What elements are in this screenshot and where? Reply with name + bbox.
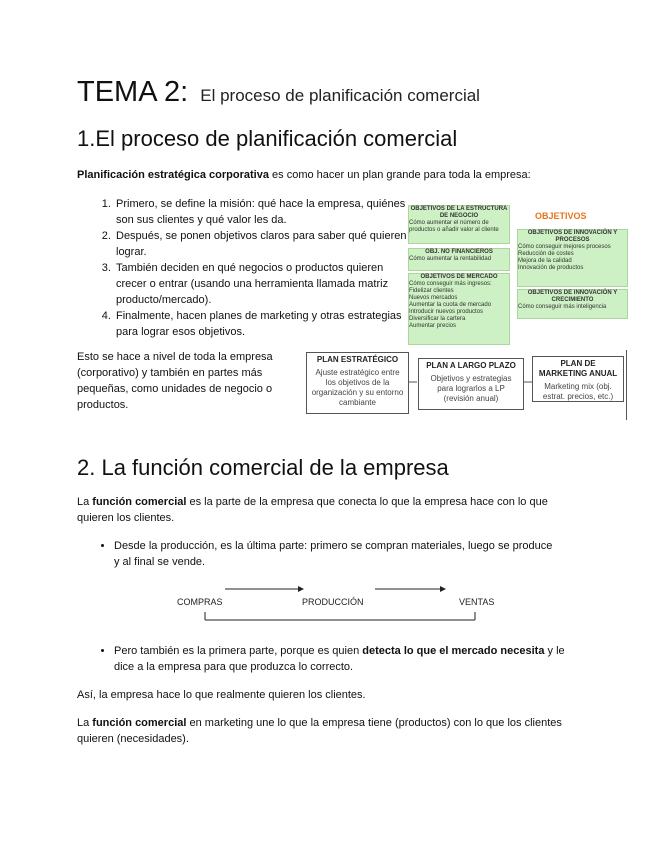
plan-marketing-box [532, 356, 624, 402]
para2-bold: función comercial [92, 717, 187, 729]
bullet2-bold: detecta lo que el mercado necesita [362, 645, 545, 657]
section1-intro [77, 167, 577, 183]
list-item: 3. También deciden en qué negocios o productos quieren crecer o entrar (usando una herramienta llamada matriz producto/mercado). [114, 260, 410, 308]
market-item: Fidelizar clientes [409, 288, 454, 294]
growth-objectives-box [517, 289, 628, 319]
list-item: 1. Primero, se define la misión: qué hace la empresa, quiénes son sus clientes y qué valor les da. [114, 196, 410, 228]
plan-box-title: PLAN ESTRATÉGICO [316, 355, 399, 364]
structure-title: OBJETIVOS DE LA ESTRUCTURA DE NEGOCIO [410, 206, 508, 219]
intro-bold: Planificación estratégica corporativa [77, 169, 269, 181]
bullet2-a: Pero también es la primera parte, porque es quien [114, 645, 363, 657]
growth-title: OBJETIVOS DE INNOVACIÓN Y CRECIMIENTO [527, 290, 618, 303]
market-item: Introducir nuevos productos [409, 309, 484, 315]
section1-heading: 1.El proceso de planificación comercial [77, 126, 458, 151]
diagram-edge-line [626, 350, 627, 420]
plan-box-text: Ajuste estratégico entre los objetivos de la organización y su entorno cambiante [311, 368, 404, 407]
objectives-diagram [408, 205, 626, 345]
para2-a: La [77, 717, 93, 729]
bullet-list-1 [94, 538, 554, 570]
section2-para2 [77, 715, 567, 747]
market-objectives-box [408, 273, 510, 345]
market-item: Diversificar la cartera [409, 316, 466, 322]
plan-arrows [409, 376, 533, 388]
objectives-label: OBJETIVOS [535, 211, 587, 221]
innovation-item: Cómo conseguir mejores procesos [518, 244, 611, 250]
flow-produccion: PRODUCCIÓN [302, 597, 364, 607]
market-item: Nuevos mercados [409, 295, 458, 301]
intro-a: La [77, 496, 93, 508]
document-title [77, 76, 480, 109]
innovation-objectives-box [517, 229, 628, 287]
section2-heading: 2. La función comercial de la empresa [77, 455, 449, 480]
market-item: Aumentar precios [409, 323, 457, 329]
market-item: Cómo conseguir más ingresos: [409, 281, 492, 287]
plan-estrategico-box [306, 352, 409, 414]
plan-box-title: PLAN A LARGO PLAZO [426, 361, 516, 370]
section2-intro [77, 494, 567, 526]
market-item: Aumentar la cuota de mercado [409, 302, 492, 308]
title-subtitle: El proceso de planificación comercial [200, 86, 480, 105]
bullet2-b: y le dice a la empresa para que produzca lo correcto. [114, 645, 565, 673]
section1-note: Esto se hace a nivel de toda la empresa (corporativo) y también en partes más pequeñas, como unidades de negocio o productos. [77, 351, 273, 411]
list-item: • Desde la producción, es la última parte: primero se compran materiales, luego se produce y al final se vende. [114, 538, 554, 570]
plan-box-text: Marketing mix (obj. estrat. precios, etc.) [542, 382, 614, 401]
arrow-head [440, 586, 446, 592]
list-item [114, 643, 584, 675]
market-title: OBJETIVOS DE MERCADO [420, 274, 498, 280]
steps-list [94, 196, 410, 340]
structure-objectives-box [408, 205, 510, 244]
financial-text: Cómo aumentar la rentabilidad [409, 256, 492, 262]
list-item: 2. Después, se ponen objetivos claros para saber qué quieren lograr. [114, 228, 410, 260]
section2-para1: Así, la empresa hace lo que realmente quieren los clientes. [77, 689, 366, 701]
intro-rest: es como hacer un plan grande para toda la empresa: [268, 169, 531, 181]
innovation-title: OBJETIVOS DE INNOVACIÓN Y PROCESOS [527, 230, 618, 243]
innovation-item: Innovación de productos [518, 265, 584, 271]
bullet-list-2 [94, 643, 584, 675]
innovation-item: Reducción de costes [518, 251, 574, 257]
innovation-item: Mejora de la calidad [518, 258, 572, 264]
financial-objectives-box [408, 248, 510, 271]
para2-b: en marketing une lo que la empresa tiene (productos) con lo que los clientes quieren (necesidades). [77, 717, 562, 745]
structure-text: Cómo aumentar el número de productos o añadir valor al cliente [409, 220, 499, 233]
arrow-head [298, 586, 304, 592]
intro-b: es la parte de la empresa que conecta lo que la empresa hace con lo que quieren los clientes. [77, 496, 548, 524]
list-item: 4. Finalmente, hacen planes de marketing y otras estrategias para lograr esos objetivos. [114, 308, 410, 340]
financial-title: OBJ. NO FINANCIEROS [425, 249, 493, 255]
growth-text: Cómo conseguir más inteligencia [518, 304, 607, 310]
flow-ventas: VENTAS [459, 597, 495, 607]
flow-arrows [170, 580, 500, 625]
intro-bold: función comercial [92, 496, 187, 508]
plan-box-text: Objetivos y estrategias para lograrlos a LP (revisión anual) [430, 374, 512, 403]
flow-compras: COMPRAS [177, 597, 223, 607]
title-main: TEMA 2: [77, 76, 189, 108]
plan-box-title: PLAN DE MARKETING ANUAL [538, 359, 618, 378]
